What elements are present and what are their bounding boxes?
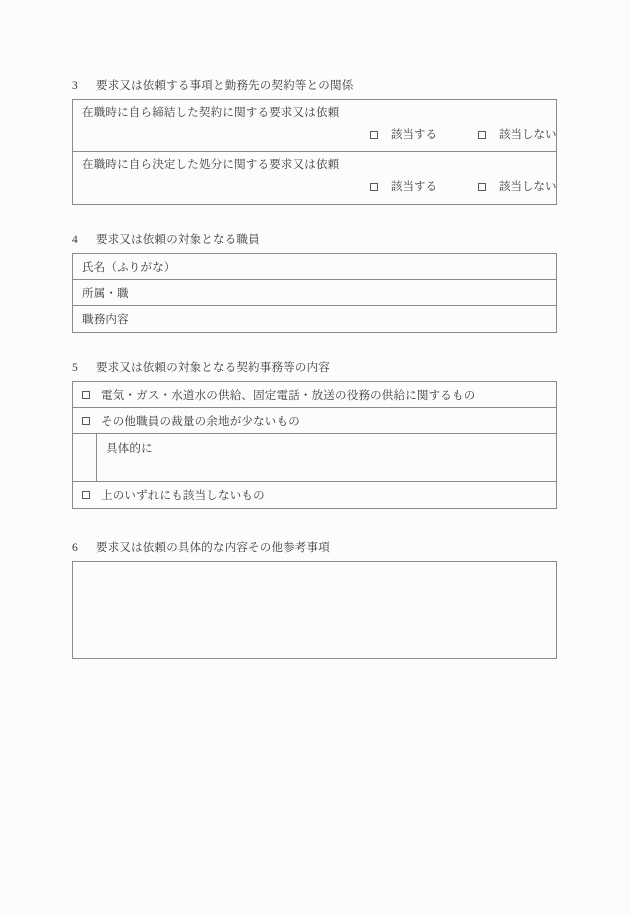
field-label: 氏名（ふりがな） [82,261,176,274]
section-4 [72,232,564,333]
section-3-row-1-option-no[interactable] [478,127,557,143]
section-5-choice-none-of-above[interactable] [73,482,556,508]
section-3-title: 要求又は依頼する事項と勤務先の契約等との関係 [96,80,354,92]
section-6-number: 6 [72,542,78,554]
table-row [73,152,556,204]
section-3-row-1-label: 在職時に自ら締結した契約に関する要求又は依頼 [82,107,340,119]
choice-label: 上のいずれにも該当しないもの [101,490,265,502]
section-5-table [72,381,557,509]
section-3-row-2-label: 在職時に自ら決定した処分に関する要求又は依頼 [82,159,340,171]
section-5-number: 5 [72,362,78,374]
detail-field-label: 具体的に [106,443,153,455]
field-label: 職務内容 [82,314,129,326]
checkbox-icon[interactable] [82,417,90,425]
section-3-row-1-option-yes[interactable] [370,127,437,143]
section-5-choice-utilities[interactable] [73,382,556,408]
section-6 [72,540,564,659]
section-3-number: 3 [72,80,78,92]
option-label: 該当する [391,129,437,141]
checkbox-icon[interactable] [82,491,90,499]
section-6-title: 要求又は依頼の具体的な内容その他参考事項 [96,542,330,554]
choice-label: 電気・ガス・水道水の供給、固定電話・放送の役務の供給に関するもの [101,389,476,402]
checkbox-icon[interactable] [478,131,486,139]
option-label: 該当しない [499,181,557,193]
section-3-row-2-option-no[interactable] [478,179,557,195]
section-3-row-2-options [73,179,556,197]
checkbox-icon[interactable] [478,183,486,191]
section-4-number: 4 [72,234,78,246]
section-3-row-1-options [73,127,556,145]
section-6-heading [72,540,564,556]
section-5-heading [72,360,564,376]
section-5-detail-row[interactable] [73,434,556,482]
checkbox-icon[interactable] [370,131,378,139]
table-row-duties[interactable] [73,306,556,332]
detail-gutter [73,434,97,481]
section-3-row-2-option-yes[interactable] [370,179,437,195]
section-5-title: 要求又は依頼の対象となる契約事務等の内容 [96,362,330,374]
section-3 [72,78,564,205]
table-row [73,100,556,152]
section-3-heading [72,78,564,94]
table-row-affiliation[interactable] [73,280,556,306]
section-3-table [72,99,557,205]
option-label: 該当する [391,181,437,193]
section-5 [72,360,564,509]
section-4-table [72,253,557,333]
choice-label: その他職員の裁量の余地が少ないもの [101,415,300,428]
table-row-name[interactable] [73,254,556,280]
option-label: 該当しない [499,129,557,141]
section-6-freeform-box[interactable] [72,561,557,659]
checkbox-icon[interactable] [82,391,90,399]
section-5-choice-low-discretion[interactable] [73,408,556,434]
checkbox-icon[interactable] [370,183,378,191]
section-4-heading [72,232,564,248]
section-4-title: 要求又は依頼の対象となる職員 [96,234,260,246]
field-label: 所属・職 [82,287,129,300]
